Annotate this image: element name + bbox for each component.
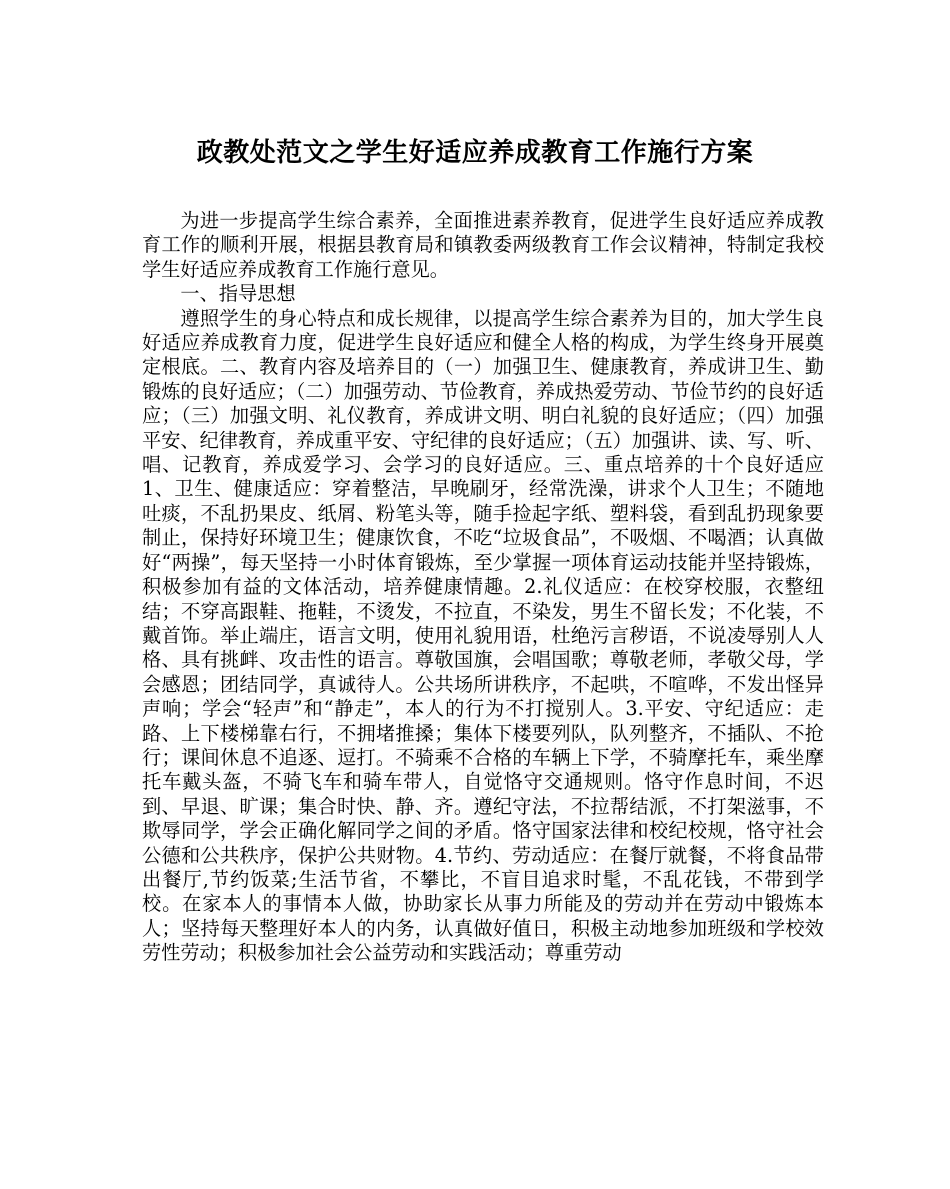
paragraph-intro: 为进一步提高学生综合素养，全面推进素养教育，促进学生良好适应养成教育工作的顺利开展，根据县教育局和镇教委两级教育工作会议精神，特制定我校学生好适应养成教育工作施行意见。 — [142, 209, 824, 281]
section-heading-guiding-ideology: 一、指导思想 — [180, 282, 296, 306]
document-body — [142, 209, 824, 966]
paragraph-main-content: 遵照学生的身心特点和成长规律，以提高学生综合素养为目的，加大学生良好适应养成教育力度，促进学生良好适应和健全人格的构成，为学生终身开展奠定根底。二、教育内容及培养目的（一）加强卫生、健康教育，养成讲卫生、勤锻炼的良好适应；（二）加强劳动、节俭教育，养成热爱劳动、节俭节约的良好适应；（三）加强文明、礼仪教育，养成讲文明、明白礼貌的良好适应；（四）加强平安、纪律教育，养成重平安、守纪律的良好适应；（五）加强讲、读、写、听、唱、记教育，养成爱学习、会学习的良好适应。三、重点培养的十个良好适应1、卫生、健康适应：穿着整洁，早晚刷牙，经常洗澡，讲求个人卫生；不随地吐痰，不乱扔果皮、纸屑、粉笔头等，随手捡起字纸、塑料袋，看到乱扔现象要制止，保持好环境卫生；健康饮食，不吃“垃圾食品”，不吸烟、不喝酒；认真做好“两操”，每天坚持一小时体育锻炼，至少掌握一项体育运动技能并坚持锻炼，积极参加有益的文体活动，培养健康情趣。2.礼仪适应：在校穿校服，衣整纽结；不穿高跟鞋、拖鞋，不烫发，不拉直，不染发，男生不留长发；不化装，不戴首饰。举止端庄，语言文明，使用礼貌用语，杜绝污言秽语，不说凌辱别人人格、具有挑衅、攻击性的语言。尊敬国旗，会唱国歌；尊敬老师，孝敬父母，学会感恩；团结同学，真诚待人。公共场所讲秩序，不起哄，不喧哗，不发出怪异声响；学会“轻声”和“静走”，本人的行为不打搅别人。3.平安、守纪适应：走路、上下楼梯靠右行，不拥堵推搡；集体下楼要列队，队列整齐，不插队、不抢行；课间休息不追逐、逗打。不骑乘不合格的车辆上下学，不骑摩托车，乘坐摩托车戴头盔，不骑飞车和骑车带人，自觉恪守交通规则。恪守作息时间，不迟到、早退、旷课；集合时快、静、齐。遵纪守法，不拉帮结派，不打架滋事，不欺辱同学，学会正确化解同学之间的矛盾。恪守国家法律和校纪校规，恪守社会公德和公共秩序，保护公共财物。4.节约、劳动适应：在餐厅就餐，不将食品带出餐厅,节约饭菜;生活节省，不攀比，不盲目追求时髦，不乱花钱，不带到学校。在家本人的事情本人做，协助家长从事力所能及的劳动并在劳动中锻炼本人；坚持每天整理好本人的内务，认真做好值日，积极主动地参加班级和学校效劳性劳动；积极参加社会公益劳动和实践活动；尊重劳动 — [142, 306, 824, 965]
document-title: 政教处范文之学生好适应养成教育工作施行方案 — [196, 138, 754, 168]
